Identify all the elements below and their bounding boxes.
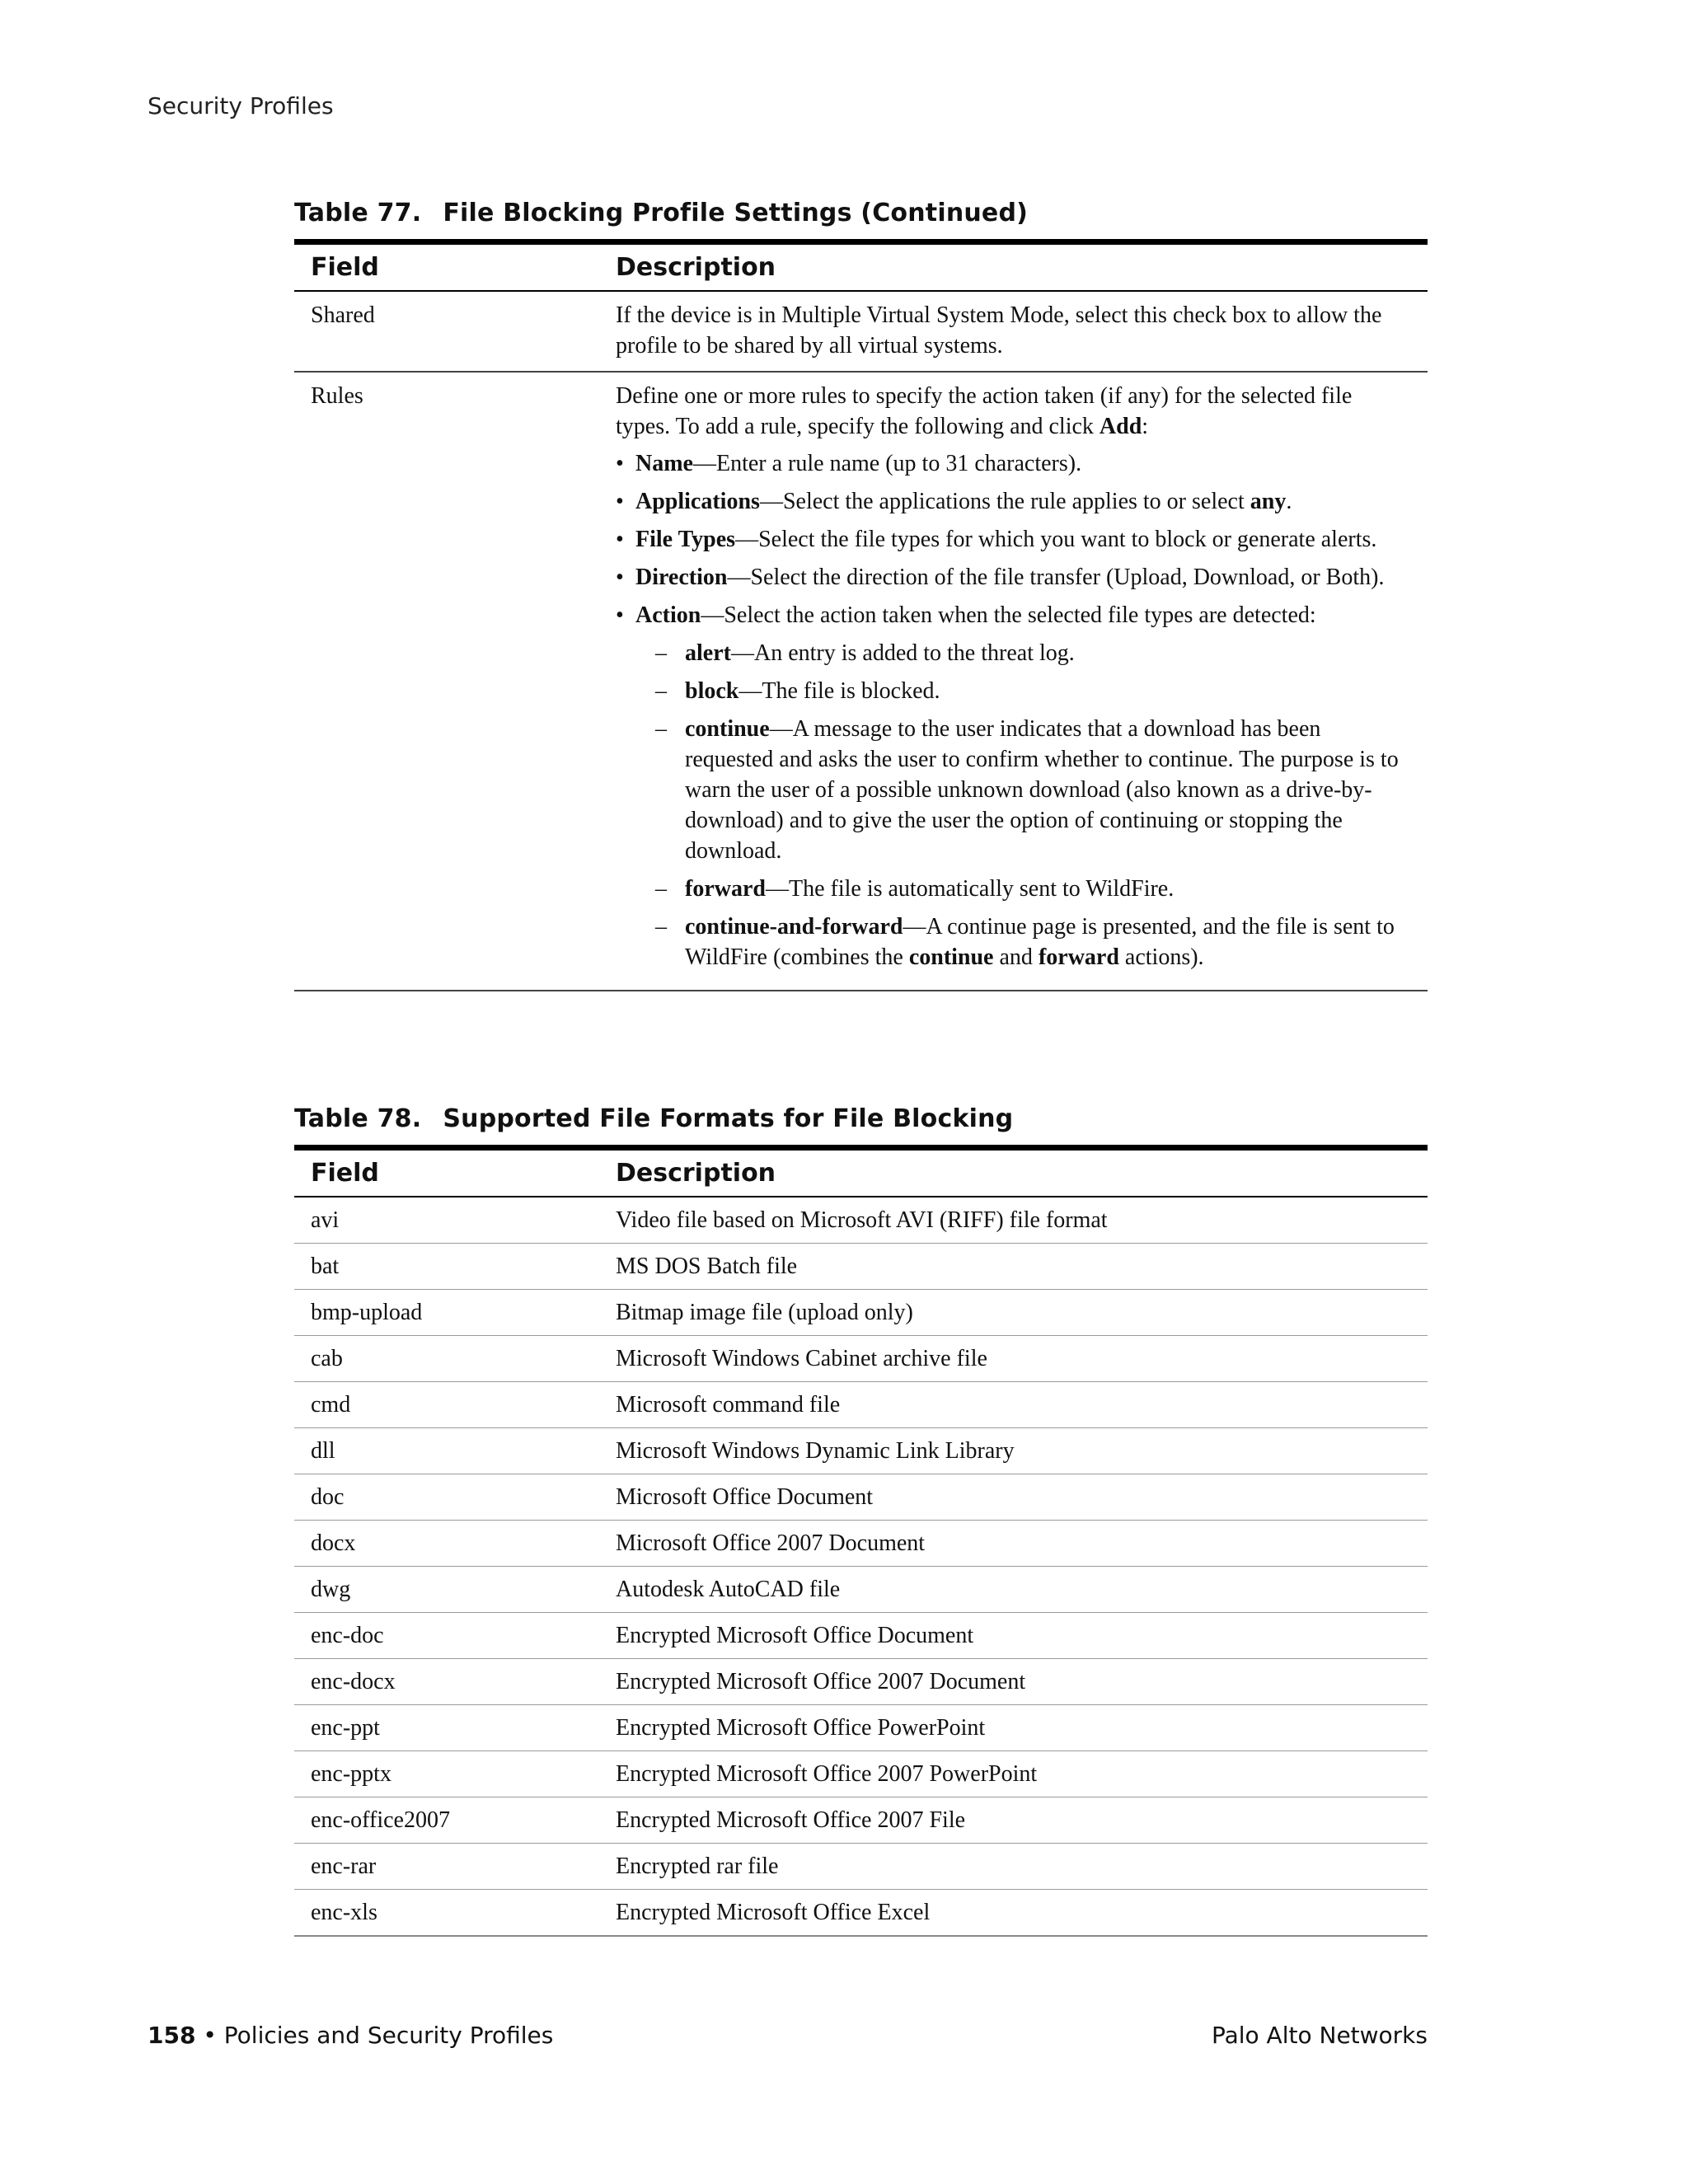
description-cell: Encrypted Microsoft Office 2007 Document (616, 1669, 1026, 1694)
list-item: – continue—A message to the user indicates that a download has been requested and asks the user to confirm whether to continue. The purpose is to warn the user of a possible unknown download (also known as a drive-by-download) and to give the user the option of continuing or stopping the download. (635, 714, 1411, 866)
table-row (294, 1567, 1428, 1613)
table-row (294, 1705, 1428, 1751)
list-item: • Name—Enter a rule name (up to 31 characters). (616, 448, 1411, 479)
description-cell: Microsoft Windows Cabinet archive file (616, 1346, 987, 1371)
table-78-header-row (294, 1148, 1428, 1197)
field-cell: bmp-upload (311, 1300, 423, 1325)
field-cell: enc-pptx (311, 1761, 392, 1787)
description-cell: Autodesk AutoCAD file (616, 1577, 841, 1602)
table-row (294, 1890, 1428, 1937)
rules-intro: Define one or more rules to specify the action taken (if any) for the selected file types. To add a rule, specify the following and click Add: (616, 383, 1353, 439)
table-77-header-row (294, 242, 1428, 292)
list-item: • Direction—Select the direction of the file transfer (Upload, Download, or Both). (616, 562, 1411, 593)
description-cell: Encrypted Microsoft Office PowerPoint (616, 1715, 986, 1741)
footer-publisher: Palo Alto Networks (1211, 2022, 1428, 2049)
table-row (294, 1428, 1428, 1474)
rules-bullet-list (616, 448, 1411, 972)
field-cell: enc-rar (311, 1854, 377, 1879)
description-cell: Encrypted Microsoft Office Document (616, 1623, 974, 1648)
table-row (294, 1382, 1428, 1428)
field-cell: Shared (311, 302, 375, 328)
footer-bullet: • (195, 2022, 224, 2049)
table-77-grid (294, 239, 1428, 991)
table-78-body (294, 1197, 1428, 1936)
table-row (294, 1244, 1428, 1290)
column-header-description: Description (599, 1148, 1428, 1197)
field-cell: enc-office2007 (311, 1807, 450, 1833)
list-item: – forward—The file is automatically sent to WildFire. (635, 874, 1411, 904)
table-row-shared (294, 291, 1428, 372)
table-78-grid (294, 1145, 1428, 1937)
footer-left (148, 2022, 553, 2049)
field-cell: enc-xls (311, 1900, 377, 1925)
table-77-title: File Blocking Profile Settings (Continued) (443, 199, 1029, 227)
description-cell: Microsoft Windows Dynamic Link Library (616, 1438, 1015, 1464)
description-cell: Encrypted Microsoft Office 2007 PowerPoint (616, 1761, 1038, 1787)
field-cell: doc (311, 1484, 345, 1510)
description-cell: Encrypted Microsoft Office Excel (616, 1900, 931, 1925)
table-row (294, 1521, 1428, 1567)
table-row-rules (294, 372, 1428, 991)
description-cell: Encrypted Microsoft Office 2007 File (616, 1807, 966, 1833)
table-78 (294, 1104, 1428, 1937)
table-78-title: Supported File Formats for File Blocking (443, 1104, 1014, 1133)
column-header-field: Field (294, 1148, 599, 1197)
list-item: • File Types—Select the file types for which you want to block or generate alerts. (616, 524, 1411, 555)
list-item: – continue-and-forward—A continue page is presented, and the file is sent to WildFire (combines the continue and forward actions). (635, 912, 1411, 972)
description-cell: Microsoft Office 2007 Document (616, 1530, 926, 1556)
field-cell: enc-docx (311, 1669, 396, 1694)
description-cell: Bitmap image file (upload only) (616, 1300, 913, 1325)
table-row (294, 1613, 1428, 1659)
field-cell: enc-doc (311, 1623, 384, 1648)
field-cell: avi (311, 1207, 340, 1233)
description-cell: Encrypted rar file (616, 1854, 779, 1879)
field-cell: dll (311, 1438, 335, 1464)
table-row (294, 1797, 1428, 1844)
description-cell: Video file based on Microsoft AVI (RIFF) file format (616, 1207, 1108, 1233)
table-78-caption (294, 1104, 1428, 1133)
description-cell (599, 372, 1428, 991)
table-row (294, 1197, 1428, 1244)
field-cell: Rules (311, 383, 363, 409)
column-header-field: Field (294, 242, 599, 292)
list-item: – block—The file is blocked. (635, 676, 1411, 706)
field-cell: bat (311, 1254, 340, 1279)
running-header: Security Profiles (148, 92, 334, 120)
table-row (294, 1844, 1428, 1890)
page-number: 158 (148, 2022, 196, 2049)
description-cell: MS DOS Batch file (616, 1254, 798, 1279)
table-row (294, 1751, 1428, 1797)
list-item: • Applications—Select the applications the rule applies to or select any. (616, 486, 1411, 517)
list-item: • Action—Select the action taken when the selected file types are detected: – alert—An entry is added to the threat log. – block—The file is blocked. – continue—A message to the user indicates that a download has been requested and asks the user to confirm whether to continue. The purpose is to warn the user of a possible unknown download (also known as a drive-by-download) and to give the user the option of continuing or stopping the download. – forward—The file is automatically sent to WildFire. – continue-and-forward—A continue page is presented, and the file is sent to WildFire (combines the continue and forward actions). (616, 600, 1411, 972)
table-row (294, 1336, 1428, 1382)
action-sub-list (635, 638, 1411, 972)
field-cell: docx (311, 1530, 356, 1556)
table-78-number: Table 78. (294, 1104, 422, 1133)
column-header-description: Description (599, 242, 1428, 292)
table-77-caption (294, 199, 1428, 227)
field-cell: cmd (311, 1392, 351, 1418)
table-row (294, 1659, 1428, 1705)
field-cell: enc-ppt (311, 1715, 380, 1741)
table-row (294, 1474, 1428, 1521)
table-77-number: Table 77. (294, 199, 422, 227)
description-cell: Microsoft command file (616, 1392, 841, 1418)
table-77 (294, 199, 1428, 991)
table-row (294, 1290, 1428, 1336)
description-cell: If the device is in Multiple Virtual System Mode, select this check box to allow the profile to be shared by all virtual systems. (616, 302, 1382, 359)
field-cell: dwg (311, 1577, 351, 1602)
footer-section: Policies and Security Profiles (223, 2022, 554, 2049)
field-cell: cab (311, 1346, 343, 1371)
list-item: – alert—An entry is added to the threat log. (635, 638, 1411, 668)
description-cell: Microsoft Office Document (616, 1484, 874, 1510)
